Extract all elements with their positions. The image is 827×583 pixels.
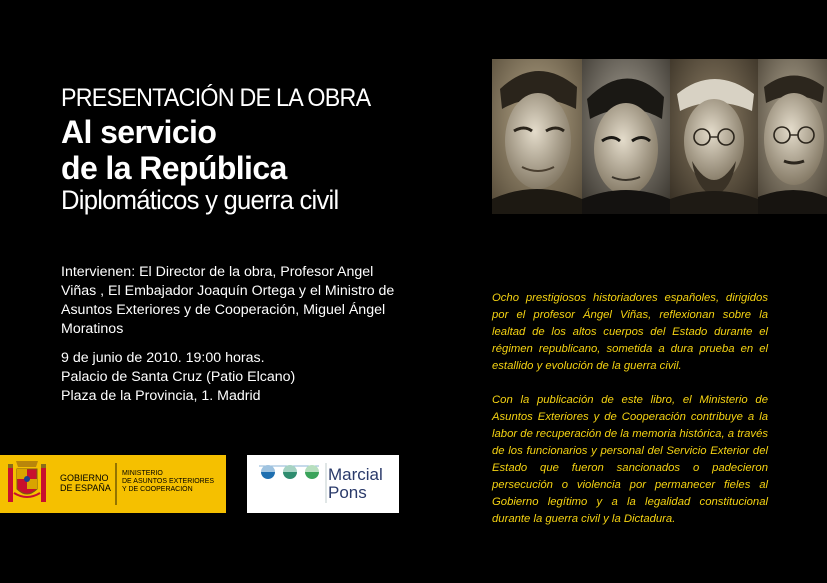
portrait-1: [492, 59, 582, 214]
portrait-4: [758, 59, 827, 214]
coat-of-arms-icon: [8, 461, 46, 502]
event-date: 9 de junio de 2010. 19:00 horas.: [61, 350, 265, 366]
gov-line2: DE ESPAÑA: [60, 483, 111, 493]
book-subtitle: Diplomáticos y guerra civil: [61, 185, 339, 215]
marcial-pons-graphic: [247, 455, 399, 513]
book-title-line1: Al servicio: [61, 114, 217, 150]
book-description: [492, 290, 768, 545]
ministry-line3: Y DE COOPERACIÓN: [122, 486, 193, 493]
gobierno-logo-graphic: [0, 455, 226, 513]
marcial-pons-logo: [247, 455, 399, 513]
description-paragraph-1: Ocho prestigiosos historiadores españoles, dirigidos por el profesor Ángel Viñas, reflexionan sobre la lealtad de los altos cuerpos del Estado durante el régimen republicano, sometida a dura prueba en el estallido y evolución de la guerra civil.: [492, 292, 768, 372]
portrait-2: [582, 59, 670, 214]
ministry-line2: DE ASUNTOS EXTERIORES: [122, 478, 215, 485]
description-paragraph-2: Con la publicación de este libro, el Ministerio de Asuntos Exteriores y de Cooperación contribuye a la labor de recuperación de la memoria histórica, a través de los funcionarios y personal del Servicio Exterior del Estado que fueron sancionados o padecieron persecución o violencia por permanecer fieles al Gobierno legítimo y a la legalidad constitucional durante la guerra civil y la Dictadura.: [492, 394, 768, 525]
publisher-circles-icon: [259, 465, 319, 479]
portraits-image: [492, 59, 827, 214]
speakers-text: Intervienen: El Director de la obra, Profesor Angel Viñas , El Embajador Joaquín Ortega y el Ministro de Asuntos Exteriores y de Cooperación, Miguel Ángel Moratinos: [61, 264, 395, 337]
portrait-3: [670, 59, 758, 214]
book-title: [61, 114, 287, 186]
event-address: Plaza de la Provincia, 1. Madrid: [61, 388, 261, 404]
book-title-line2: de la República: [61, 150, 287, 186]
ministry-line1: MINISTERIO: [122, 470, 163, 477]
publisher-line1: Marcial: [328, 465, 383, 484]
title-kicker: PRESENTACIÓN DE LA OBRA: [61, 84, 371, 112]
gobierno-de-espana-logo: [0, 455, 226, 513]
gov-line1: GOBIERNO: [60, 473, 109, 483]
publisher-line2: Pons: [328, 483, 367, 502]
event-info: [61, 349, 295, 406]
portrait-strip: [492, 59, 827, 214]
event-venue: Palacio de Santa Cruz (Patio Elcano): [61, 369, 296, 385]
